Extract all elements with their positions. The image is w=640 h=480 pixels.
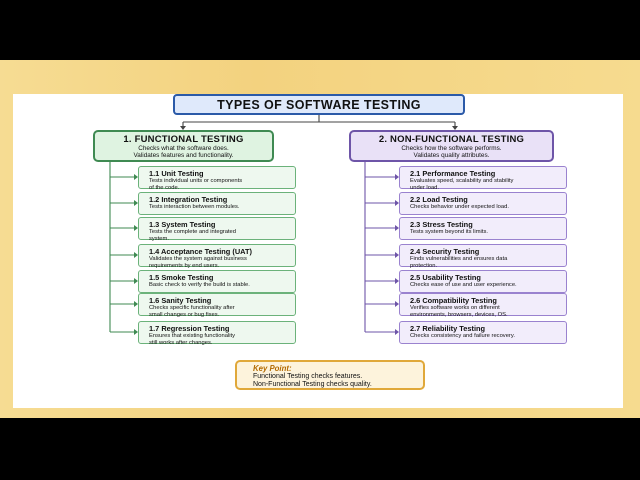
key-point-line-2: Non-Functional Testing checks quality.: [253, 381, 372, 388]
functional-heading: 1. FUNCTIONAL TESTING: [123, 134, 244, 145]
functional-item-description: still works after changes.: [149, 339, 213, 346]
functional-item-description: requirements by end users.: [149, 262, 220, 269]
nonfunctional-item-description: Checks ease of use and user experience.: [410, 282, 517, 288]
nonfunctional-item-title: 2.7 Reliability Testing: [410, 324, 486, 333]
nonfunctional-item-description: Checks behavior under expected load.: [410, 204, 509, 210]
nonfunctional-item-description: Checks consistency and failure recovery.: [410, 333, 515, 339]
nonfunctional-item-description: under load.: [410, 184, 440, 191]
functional-item-description: Tests interaction between modules.: [149, 204, 240, 210]
functional-item-description: Ensures that existing functionality: [149, 333, 236, 339]
functional-item-description: of the code.: [149, 184, 180, 191]
functional-item-description: small changes or bug fixes.: [149, 311, 220, 318]
diagram-title: TYPES OF SOFTWARE TESTING: [173, 94, 465, 115]
functional-item-description: Validates the system against business: [149, 256, 247, 262]
functional-item-title: 1.7 Regression Testing: [149, 324, 230, 333]
nonfunctional-subtitle-2: Validates quality attributes.: [413, 152, 490, 160]
nonfunctional-item: [399, 217, 567, 240]
functional-item-title: 1.2 Integration Testing: [149, 195, 228, 204]
nonfunctional-item-title: 2.5 Usability Testing: [410, 273, 481, 282]
nonfunctional-item-description: protection.: [410, 262, 438, 269]
nonfunctional-item-title: 2.4 Security Testing: [410, 247, 480, 256]
nonfunctional-item-description: Finds vulnerabilities and ensures data: [410, 256, 508, 262]
nonfunctional-subtitle-1: Checks how the software performs.: [401, 145, 502, 152]
functional-item-description: Basic check to verify the build is stable.: [149, 282, 250, 288]
functional-item: [138, 217, 296, 240]
nonfunctional-heading: 2. NON-FUNCTIONAL TESTING: [378, 134, 525, 145]
functional-item-description: Checks specific functionality after: [149, 305, 235, 311]
functional-item-title: 1.5 Smoke Testing: [149, 273, 214, 282]
functional-item: [138, 166, 296, 189]
functional-subtitle-2: Validates features and functionality.: [133, 152, 234, 160]
key-point-box: [235, 360, 425, 390]
functional-testing-header: [93, 130, 274, 162]
nonfunctional-item-title: 2.6 Compatibility Testing: [410, 296, 497, 305]
nonfunctional-item: [399, 192, 567, 215]
nonfunctional-item-description: Verifies software works on different: [410, 305, 500, 311]
nonfunctional-item: [399, 270, 567, 293]
functional-item-title: 1.3 System Testing: [149, 220, 216, 229]
diagram-sheet: [13, 94, 623, 408]
functional-item: [138, 293, 296, 316]
functional-item-title: 1.1 Unit Testing: [149, 169, 204, 178]
nonfunctional-item-description: Evaluates speed, scalability and stability: [410, 178, 514, 184]
key-point-line-1: Functional Testing checks features.: [253, 373, 363, 380]
key-point-label: Key Point:: [253, 364, 292, 373]
nonfunctional-item: [399, 293, 567, 316]
functional-item-title: 1.6 Sanity Testing: [149, 296, 212, 305]
functional-subtitle-1: Checks what the software does.: [138, 145, 229, 152]
functional-item: [138, 321, 296, 344]
nonfunctional-item: [399, 321, 567, 344]
nonfunctional-item-title: 2.1 Performance Testing: [410, 169, 496, 178]
functional-item: [138, 270, 296, 293]
nonfunctional-item: [399, 166, 567, 189]
nonfunctional-item: [399, 244, 567, 267]
functional-item: [138, 244, 296, 267]
functional-item: [138, 192, 296, 215]
nonfunctional-item-description: Tests system beyond its limits.: [410, 229, 488, 235]
nonfunctional-testing-header: [349, 130, 554, 162]
nonfunctional-item-title: 2.2 Load Testing: [410, 195, 468, 204]
functional-item-title: 1.4 Acceptance Testing (UAT): [149, 247, 252, 256]
functional-item-description: Tests the complete and integrated: [149, 229, 237, 235]
functional-item-description: Tests individual units or components: [149, 178, 243, 184]
nonfunctional-item-description: environments, browsers, devices, OS.: [410, 311, 508, 318]
functional-item-description: system.: [149, 235, 169, 242]
slide-background: [0, 60, 640, 418]
nonfunctional-item-title: 2.3 Stress Testing: [410, 220, 473, 229]
